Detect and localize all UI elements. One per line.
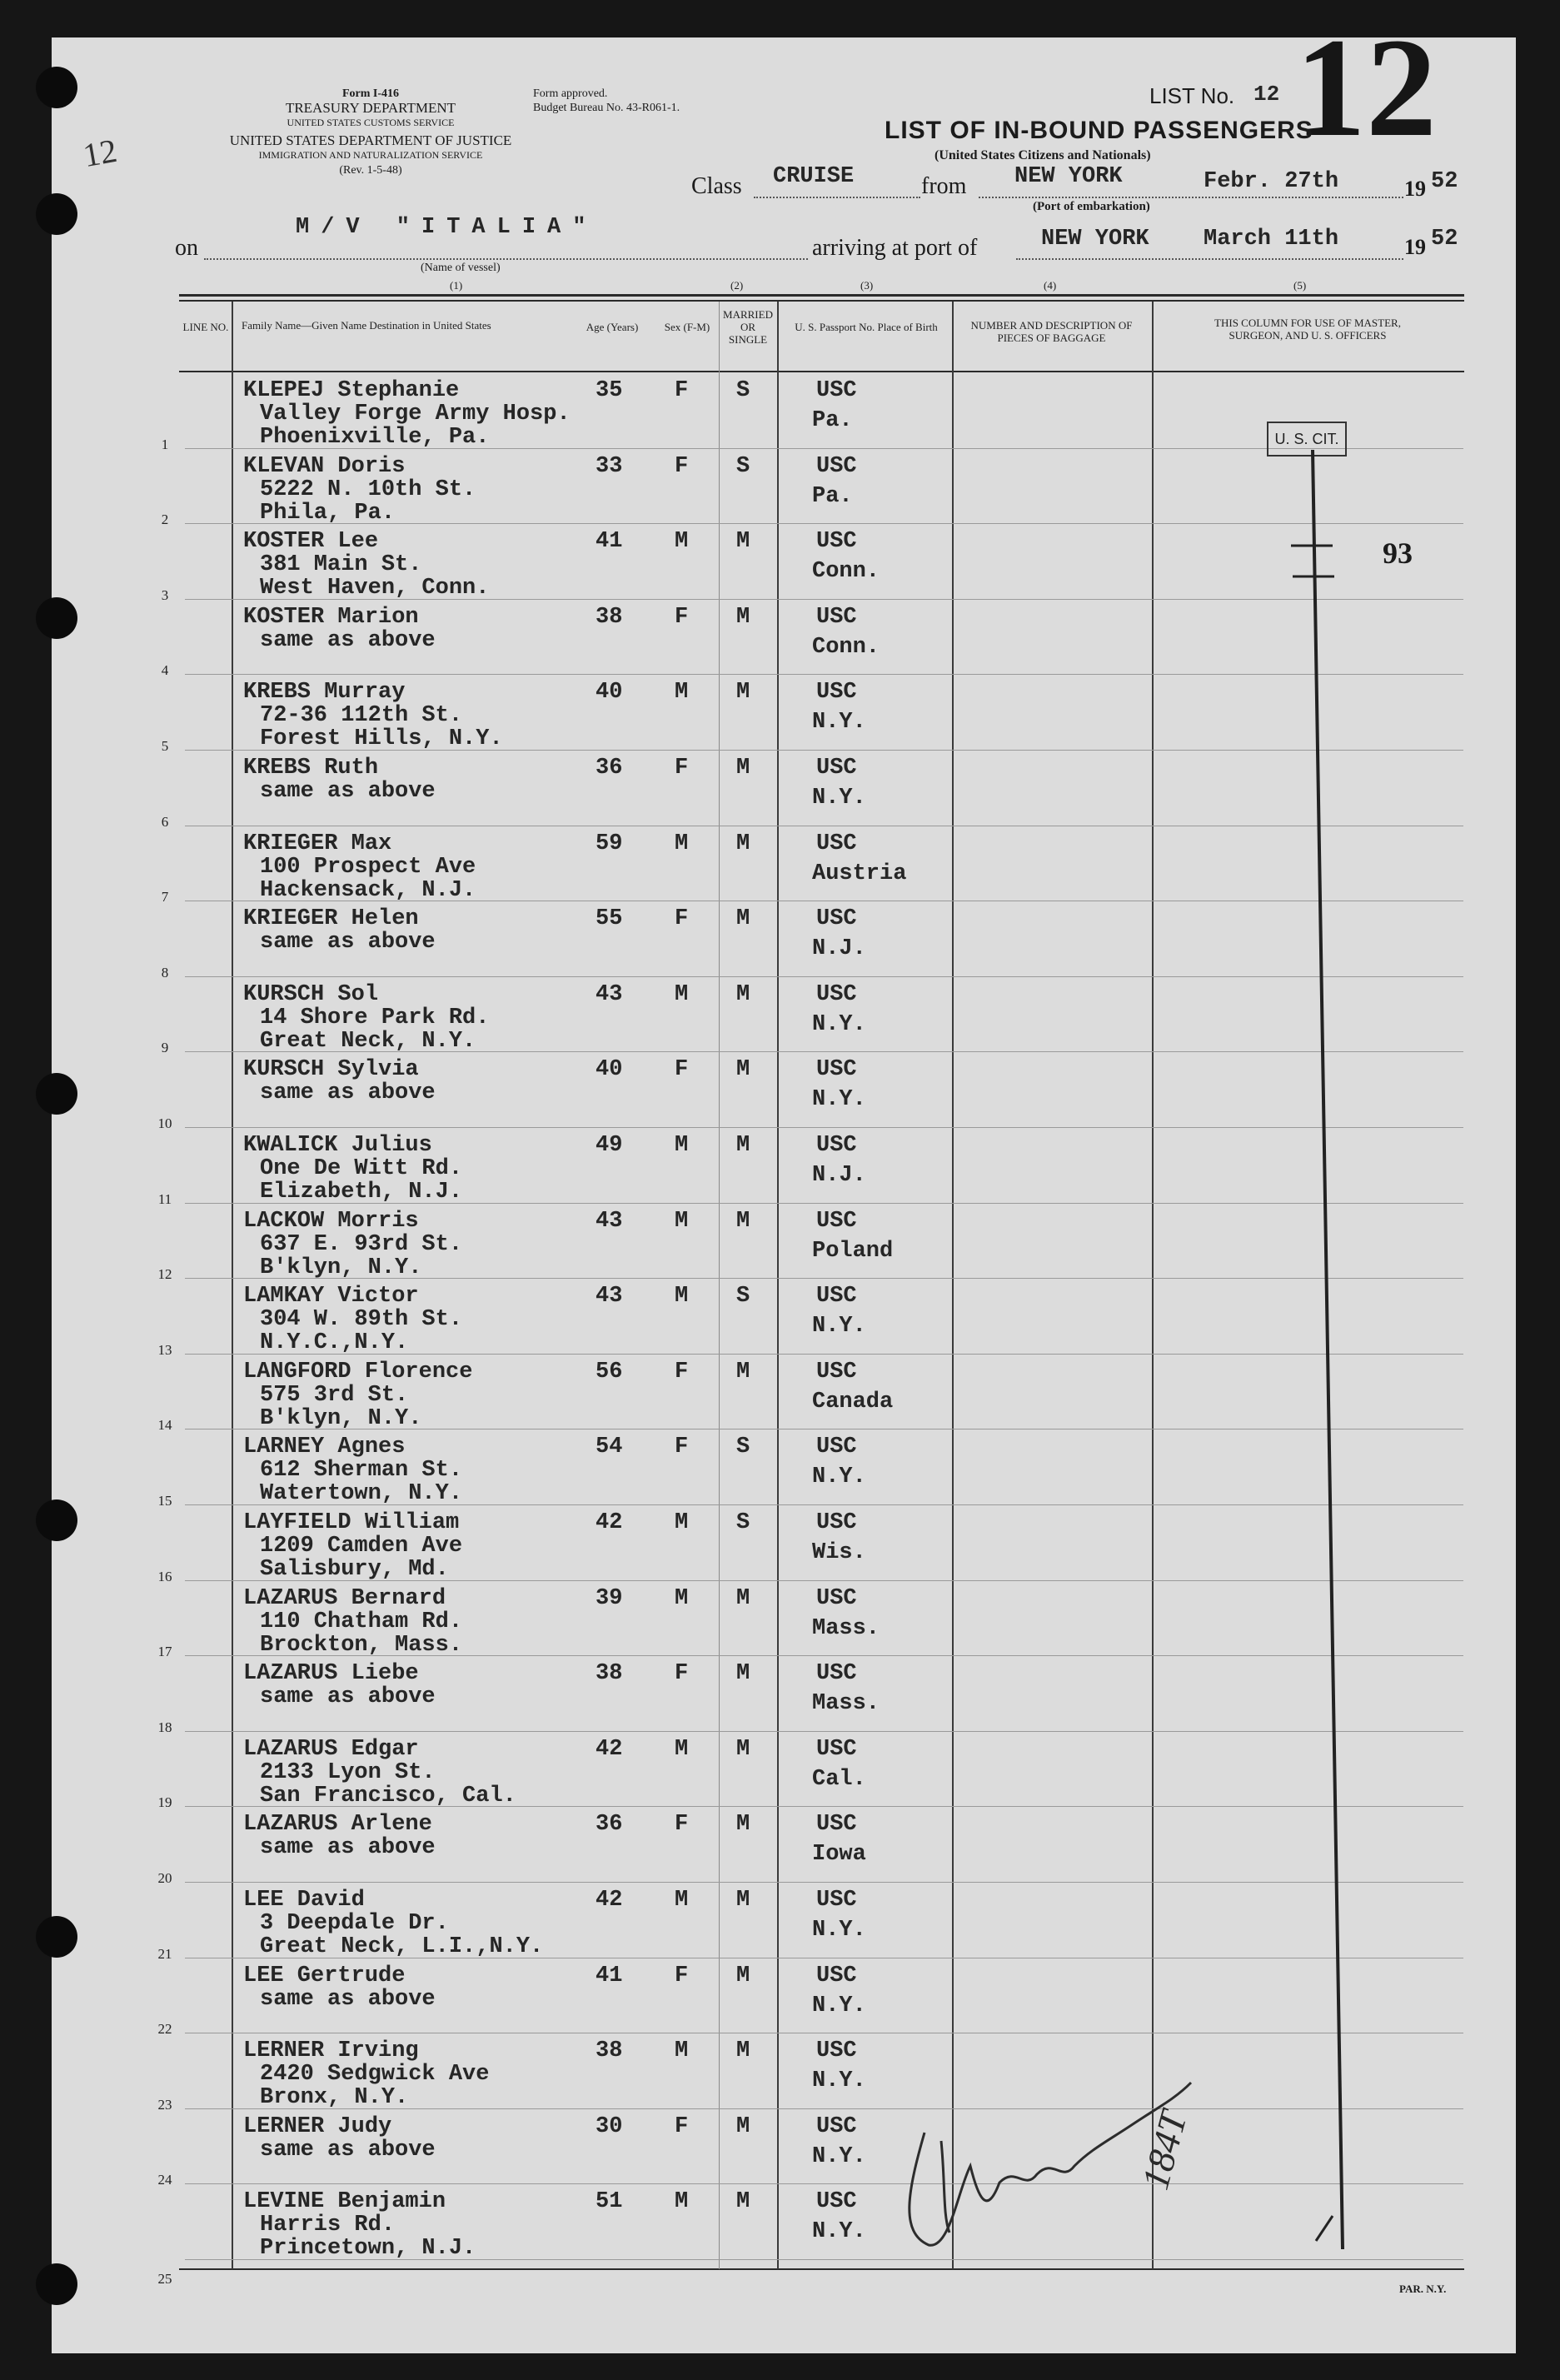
vessel-name: M/V "ITALIA" [296, 215, 598, 240]
passenger-sex: M [675, 680, 689, 705]
passenger-address-2: West Haven, Conn. [260, 576, 490, 601]
passenger-address-1: 2420 Sedgwick Ave [260, 2062, 490, 2087]
passenger-address-1: One De Witt Rd. [260, 1156, 463, 1181]
passenger-address-1: same as above [260, 628, 436, 653]
table-bottom-rule [179, 2268, 1464, 2270]
passenger-age: 39 [596, 1586, 623, 1611]
header-bottom-rule [179, 371, 1464, 372]
passenger-marital-status: M [736, 1812, 750, 1837]
passenger-address-2: B'klyn, N.Y. [260, 1406, 422, 1431]
passport-status: USC [816, 1133, 857, 1158]
passenger-marital-status: M [736, 1737, 750, 1762]
line-number: 14 [157, 1417, 172, 1433]
place-of-birth: Canada [812, 1390, 894, 1415]
col-number-3: (3) [860, 279, 874, 292]
passenger-sex: M [675, 1510, 689, 1535]
passport-status: USC [816, 906, 857, 931]
line-number: 10 [157, 1115, 172, 1131]
passenger-sex: M [675, 2189, 689, 2214]
col-number-2: (2) [730, 279, 744, 292]
line-number: 20 [157, 1870, 172, 1886]
passenger-age: 38 [596, 1661, 623, 1686]
printer-mark: PAR. N.Y. [1399, 2283, 1447, 2295]
place-of-birth: N.Y. [812, 1918, 866, 1943]
line-number: 25 [157, 2271, 172, 2287]
on-label: on [175, 235, 198, 261]
passenger-count: 93 [1383, 536, 1413, 570]
justice-dept: UNITED STATES DEPARTMENT OF JUSTICE [229, 132, 512, 148]
form-title: LIST OF IN-BOUND PASSENGERS [885, 117, 1313, 144]
passenger-sex: M [675, 1586, 689, 1611]
line-number: 2 [161, 511, 169, 527]
binder-hole [36, 1499, 77, 1541]
budget-bureau: Budget Bureau No. 43-R061-1. [533, 102, 680, 114]
passenger-name: LAZARUS Liebe [243, 1661, 419, 1686]
passenger-sex: M [675, 529, 689, 554]
passenger-age: 54 [596, 1434, 623, 1459]
class-value: CRUISE [773, 164, 855, 189]
year-prefix-1: 19 [1404, 177, 1426, 201]
passenger-address-2: Watertown, N.Y. [260, 1481, 463, 1506]
line-number: 1 [161, 437, 169, 452]
passport-status: USC [816, 982, 857, 1007]
passenger-marital-status: S [736, 454, 750, 479]
passenger-marital-status: M [736, 1133, 750, 1158]
passenger-age: 43 [596, 1209, 623, 1234]
passenger-age: 36 [596, 1812, 623, 1837]
place-of-birth: N.Y. [812, 2068, 866, 2093]
place-of-birth: N.Y. [812, 1464, 866, 1489]
vessel-name-label: (Name of vessel) [421, 262, 501, 274]
place-of-birth: N.Y. [812, 1012, 866, 1037]
passenger-age: 43 [596, 1284, 623, 1309]
passenger-sex: M [675, 982, 689, 1007]
passenger-sex: F [675, 2114, 689, 2139]
officer-signature [891, 2066, 1241, 2283]
binder-hole [36, 193, 77, 235]
passport-status: USC [816, 756, 857, 781]
passenger-name: LAZARUS Edgar [243, 1737, 419, 1762]
passport-status: USC [816, 1360, 857, 1385]
passenger-address-1: Valley Forge Army Hosp. [260, 402, 571, 427]
header-age: Age (Years) [586, 321, 639, 333]
passenger-marital-status: M [736, 1586, 750, 1611]
line-number: 5 [161, 738, 169, 754]
arriving-label: arriving at port of [812, 235, 978, 261]
passenger-age: 42 [596, 1510, 623, 1535]
passenger-sex: M [675, 2038, 689, 2063]
passenger-marital-status: M [736, 605, 750, 630]
place-of-birth: Austria [812, 861, 907, 886]
place-of-birth: Wis. [812, 1540, 866, 1565]
line-number: 23 [157, 2097, 172, 2113]
passenger-name: KLEVAN Doris [243, 454, 406, 479]
passport-status: USC [816, 1284, 857, 1309]
passenger-address-1: 637 E. 93rd St. [260, 1232, 463, 1257]
passenger-name: KWALICK Julius [243, 1133, 432, 1158]
line-number: 12 [157, 1266, 172, 1282]
passenger-marital-status: M [736, 1209, 750, 1234]
place-of-birth: Cal. [812, 1767, 866, 1792]
passenger-sex: F [675, 378, 689, 403]
passenger-name: KOSTER Marion [243, 605, 419, 630]
passenger-name: KOSTER Lee [243, 529, 379, 554]
passenger-sex: F [675, 1434, 689, 1459]
passenger-marital-status: M [736, 756, 750, 781]
binder-hole [36, 1073, 77, 1115]
place-of-birth: N.Y. [812, 710, 866, 735]
passenger-marital-status: M [736, 1360, 750, 1385]
line-number: 19 [157, 1794, 172, 1810]
place-of-birth: N.Y. [812, 2144, 866, 2169]
place-of-birth: N.Y. [812, 2219, 866, 2244]
line-number: 6 [161, 814, 169, 830]
passenger-address-1: 110 Chatham Rd. [260, 1609, 463, 1634]
passenger-marital-status: M [736, 906, 750, 931]
header-passport: U. S. Passport No. Place of Birth [795, 321, 938, 333]
passenger-name: LAZARUS Arlene [243, 1812, 432, 1837]
passenger-age: 51 [596, 2189, 623, 2214]
passenger-name: LEVINE Benjamin [243, 2189, 446, 2214]
passenger-age: 36 [596, 756, 623, 781]
passenger-address-2: Brockton, Mass. [260, 1633, 463, 1658]
line-number: 13 [157, 1342, 172, 1358]
passenger-address-1: 2133 Lyon St. [260, 1760, 436, 1785]
passenger-address-2: Forest Hills, N.Y. [260, 726, 503, 751]
passenger-name: LERNER Irving [243, 2038, 419, 2063]
passenger-age: 40 [596, 1057, 623, 1082]
passenger-address-2: B'klyn, N.Y. [260, 1255, 422, 1280]
passenger-sex: F [675, 605, 689, 630]
passenger-age: 49 [596, 1133, 623, 1158]
place-of-birth: Mass. [812, 1691, 880, 1716]
passenger-address-2: Princetown, N.J. [260, 2236, 476, 2261]
passenger-address-1: 1209 Camden Ave [260, 1534, 463, 1559]
passenger-address-1: same as above [260, 1080, 436, 1105]
passenger-marital-status: M [736, 982, 750, 1007]
col-number-1: (1) [450, 279, 463, 292]
passenger-name: LEE David [243, 1888, 365, 1913]
header-line-no: LINE NO. [182, 321, 229, 333]
passenger-name: LARNEY Agnes [243, 1434, 406, 1459]
revision-date: (Rev. 1-5-48) [339, 164, 402, 177]
passport-status: USC [816, 1888, 857, 1913]
passenger-age: 40 [596, 680, 623, 705]
header-sex: Sex (F-M) [664, 321, 710, 333]
col-divider [952, 302, 954, 2269]
departure-date: Febr. 27th [1204, 169, 1339, 194]
passenger-name: KURSCH Sylvia [243, 1057, 419, 1082]
passenger-address-1: 5222 N. 10th St. [260, 477, 476, 502]
passenger-name: LAMKAY Victor [243, 1284, 419, 1309]
passenger-marital-status: M [736, 2114, 750, 2139]
col-divider [777, 302, 779, 2269]
line-number: 15 [157, 1493, 172, 1509]
passenger-age: 56 [596, 1360, 623, 1385]
passenger-name: KRIEGER Max [243, 831, 392, 856]
place-of-birth: Pa. [812, 484, 853, 509]
passenger-address-2: Salisbury, Md. [260, 1557, 449, 1582]
passenger-sex: M [675, 1209, 689, 1234]
binder-hole [36, 1916, 77, 1958]
passenger-marital-status: M [736, 2189, 750, 2214]
passenger-address-2: Elizabeth, N.J. [260, 1180, 463, 1205]
passenger-name: LANGFORD Florence [243, 1360, 473, 1385]
from-label: from [921, 173, 967, 199]
passenger-name: LAYFIELD William [243, 1510, 460, 1535]
passenger-sex: F [675, 906, 689, 931]
us-citizen-stamp: U. S. CIT. [1267, 422, 1347, 457]
passenger-address-2: Phila, Pa. [260, 501, 396, 526]
passenger-name: KLEPEJ Stephanie [243, 378, 460, 403]
place-of-birth: N.J. [812, 936, 866, 961]
handwritten-initials: 184T [1133, 2106, 1195, 2194]
passenger-sex: F [675, 1812, 689, 1837]
header-married: MARRIED OR SINGLE [723, 308, 773, 346]
passport-status: USC [816, 1209, 857, 1234]
passport-status: USC [816, 529, 857, 554]
col-number-5: (5) [1293, 279, 1307, 292]
passenger-marital-status: S [736, 378, 750, 403]
passenger-address-1: 381 Main St. [260, 552, 422, 577]
place-of-birth: Poland [812, 1239, 894, 1264]
arrival-year: 52 [1431, 227, 1458, 252]
passenger-age: 59 [596, 831, 623, 856]
passenger-address-1: 14 Shore Park Rd. [260, 1005, 490, 1030]
table-top-rule [179, 294, 1464, 297]
place-of-birth: N.J. [812, 1163, 866, 1188]
passenger-address-1: 575 3rd St. [260, 1383, 409, 1408]
passenger-address-1: 72-36 112th St. [260, 703, 463, 728]
passport-status: USC [816, 831, 857, 856]
passenger-age: 33 [596, 454, 623, 479]
passport-status: USC [816, 1812, 857, 1837]
passenger-address-1: same as above [260, 2138, 436, 2163]
passenger-address-1: same as above [260, 1835, 436, 1860]
passenger-address-2: Phoenixville, Pa. [260, 425, 490, 450]
col-divider [719, 302, 720, 2269]
officer-column-bracket [1249, 450, 1399, 2266]
passenger-name: LEE Gertrude [243, 1963, 406, 1988]
passport-status: USC [816, 1057, 857, 1082]
col-number-4: (4) [1044, 279, 1057, 292]
line-number: 9 [161, 1040, 169, 1055]
passenger-sex: M [675, 831, 689, 856]
passenger-name: KRIEGER Helen [243, 906, 419, 931]
line-number: 11 [157, 1191, 172, 1207]
passport-status: USC [816, 2114, 857, 2139]
passenger-marital-status: S [736, 1434, 750, 1459]
passenger-sex: M [675, 1284, 689, 1309]
arrival-port: NEW YORK [1041, 227, 1149, 252]
passenger-sex: F [675, 1661, 689, 1686]
treasury-dept: TREASURY DEPARTMENT [285, 100, 456, 116]
binder-hole [36, 2263, 77, 2305]
passenger-age: 30 [596, 2114, 623, 2139]
passenger-name: KREBS Ruth [243, 756, 379, 781]
col-divider [232, 302, 233, 2269]
passenger-address-1: 3 Deepdale Dr. [260, 1911, 449, 1936]
line-number: 16 [157, 1569, 172, 1584]
passenger-sex: M [675, 1133, 689, 1158]
place-of-birth: Pa. [812, 408, 853, 433]
passenger-address-2: Great Neck, L.I.,N.Y. [260, 1934, 544, 1959]
list-number-stamp: 12 [1295, 9, 1437, 166]
passenger-marital-status: S [736, 1510, 750, 1535]
passenger-address-1: same as above [260, 930, 436, 955]
passenger-marital-status: S [736, 1284, 750, 1309]
line-number: 21 [157, 1946, 172, 1962]
passenger-sex: F [675, 1360, 689, 1385]
passenger-age: 38 [596, 605, 623, 630]
passenger-sex: F [675, 1057, 689, 1082]
passenger-age: 35 [596, 378, 623, 403]
header-baggage: NUMBER AND DESCRIPTION OF PIECES OF BAGGAGE [970, 319, 1133, 344]
form-subtitle: (United States Citizens and Nationals) [935, 148, 1151, 162]
customs-service: UNITED STATES CUSTOMS SERVICE [287, 117, 455, 128]
passenger-sex: F [675, 1963, 689, 1988]
place-of-birth: Conn. [812, 559, 880, 584]
passenger-sex: F [675, 454, 689, 479]
passenger-age: 41 [596, 529, 623, 554]
passenger-age: 55 [596, 906, 623, 931]
passenger-marital-status: M [736, 1057, 750, 1082]
passenger-age: 42 [596, 1888, 623, 1913]
form-approved: Form approved. [533, 87, 608, 100]
header-officers: THIS COLUMN FOR USE OF MASTER, SURGEON, AND U. S. OFFICERS [1214, 317, 1401, 342]
passenger-sex: M [675, 1737, 689, 1762]
arrival-date: March 11th [1204, 227, 1339, 252]
passenger-address-2: Bronx, N.Y. [260, 2085, 409, 2110]
passport-status: USC [816, 378, 857, 403]
passenger-address-1: same as above [260, 779, 436, 804]
margin-handwritten-mark: 12 [80, 131, 120, 175]
departure-year: 52 [1431, 169, 1458, 194]
place-of-birth: Iowa [812, 1842, 866, 1867]
form-number: Form I-416 [341, 87, 400, 100]
line-number: 17 [157, 1644, 172, 1659]
passenger-marital-status: M [736, 680, 750, 705]
passenger-address-2: Great Neck, N.Y. [260, 1029, 476, 1054]
passport-status: USC [816, 1586, 857, 1611]
passport-status: USC [816, 454, 857, 479]
passenger-address-1: 304 W. 89th St. [260, 1307, 463, 1332]
passport-status: USC [816, 2038, 857, 2063]
col-divider [1152, 302, 1154, 2269]
line-number: 8 [161, 965, 169, 980]
passport-status: USC [816, 1737, 857, 1762]
passenger-marital-status: M [736, 1888, 750, 1913]
line-number: 22 [157, 2021, 172, 2037]
passport-status: USC [816, 1510, 857, 1535]
header-name: Family Name—Given Name Destination in United States [242, 319, 491, 332]
passenger-address-1: 612 Sherman St. [260, 1458, 463, 1483]
passenger-address-2: N.Y.C.,N.Y. [260, 1330, 409, 1355]
passenger-name: KREBS Murray [243, 680, 406, 705]
line-number: 3 [161, 587, 169, 603]
passenger-address-2: San Francisco, Cal. [260, 1784, 516, 1809]
passenger-name: LACKOW Morris [243, 1209, 419, 1234]
passenger-marital-status: M [736, 1661, 750, 1686]
passport-status: USC [816, 605, 857, 630]
binder-hole [36, 67, 77, 108]
line-number: 4 [161, 662, 169, 678]
passport-status: USC [816, 1963, 857, 1988]
place-of-birth: N.Y. [812, 786, 866, 811]
passenger-sex: M [675, 1888, 689, 1913]
passenger-name: KURSCH Sol [243, 982, 379, 1007]
line-number: 24 [157, 2172, 172, 2188]
passenger-address-1: same as above [260, 1987, 436, 2012]
passenger-address-1: Harris Rd. [260, 2213, 396, 2238]
passenger-marital-status: M [736, 1963, 750, 1988]
place-of-birth: Mass. [812, 1616, 880, 1641]
list-number-typed: 12 [1253, 82, 1280, 107]
line-number: 18 [157, 1719, 172, 1735]
passport-status: USC [816, 2189, 857, 2214]
passenger-name: LERNER Judy [243, 2114, 392, 2139]
passenger-age: 41 [596, 1963, 623, 1988]
place-of-birth: N.Y. [812, 1314, 866, 1339]
binder-hole [36, 597, 77, 639]
list-number-label: LIST No. [1149, 83, 1235, 108]
passenger-name: LAZARUS Bernard [243, 1586, 446, 1611]
table-top-rule-inner [179, 300, 1464, 302]
passenger-sex: F [675, 756, 689, 781]
place-of-birth: N.Y. [812, 1087, 866, 1112]
passenger-age: 38 [596, 2038, 623, 2063]
line-number: 7 [161, 889, 169, 905]
port-embarkation-label: (Port of embarkation) [1033, 200, 1150, 213]
class-label: Class [691, 173, 742, 199]
passenger-age: 43 [596, 982, 623, 1007]
ins-service: IMMIGRATION AND NATURALIZATION SERVICE [258, 149, 483, 161]
passport-status: USC [816, 680, 857, 705]
passenger-address-1: same as above [260, 1684, 436, 1709]
passenger-address-1: 100 Prospect Ave [260, 855, 476, 880]
passenger-marital-status: M [736, 831, 750, 856]
passenger-marital-status: M [736, 2038, 750, 2063]
place-of-birth: Conn. [812, 635, 880, 660]
passenger-marital-status: M [736, 529, 750, 554]
passenger-address-2: Hackensack, N.J. [260, 878, 476, 903]
place-of-birth: N.Y. [812, 1993, 866, 2018]
passport-status: USC [816, 1661, 857, 1686]
passenger-age: 42 [596, 1737, 623, 1762]
passport-status: USC [816, 1434, 857, 1459]
year-prefix-2: 19 [1404, 235, 1426, 259]
from-port: NEW YORK [1014, 164, 1123, 189]
